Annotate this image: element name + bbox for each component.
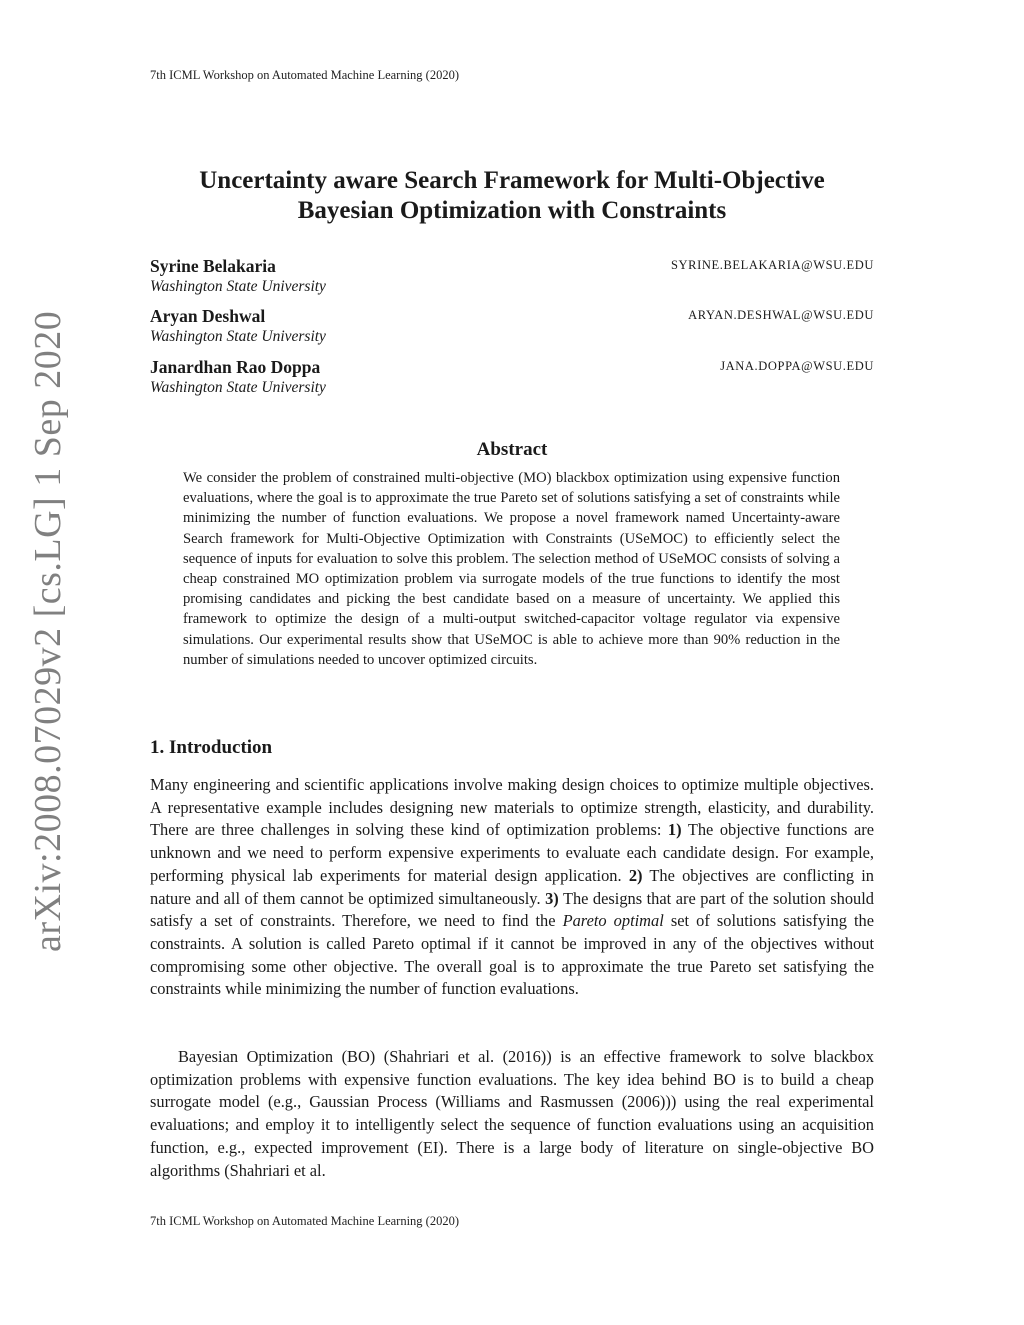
emphasis-pareto-optimal: Pareto optimal xyxy=(562,911,664,931)
challenge-marker-1: 1) xyxy=(667,820,682,840)
challenge-marker-3: 3) xyxy=(545,888,559,908)
section-heading-introduction: 1. Introduction xyxy=(150,737,273,758)
intro-paragraph-2: Bayesian Optimization (BO) (Shahriari et al. (2016)) is an effective framework to solve blackbox optimization problems with expensive function evaluations. The key idea behind BO is to build a cheap surrogate model (e.g., Gaussian Process (Williams and Rasmussen (2006))) using the real experimental evaluations; and employ it to intelligently select the sequence of function evaluations using an acquisition function, e.g., expected improvement (EI). There is a large body of literature on single-objective BO algorithms (Shahriari et al. xyxy=(150,1047,874,1180)
author-email[interactable]: JANA.DOPPA@WSU.EDU xyxy=(720,359,874,373)
author-email[interactable]: SYRINE.BELAKARIA@WSU.EDU xyxy=(671,258,874,272)
abstract-text: We consider the problem of constrained multi-objective (MO) blackbox optimization using expensive function evaluations, where the goal is to approximate the true Pareto set of solutions satisfying a set of constraints while minimizing the number of function evaluations. We propose a novel framework named Uncertainty-aware Search framework for Multi-Objective Optimization with Constraints (USeMOC) to efficiently select the sequence of inputs for evaluation to solve this problem. The selection method of USeMOC consists of solving a cheap constrained MO optimization problem via surrogate models of the true functions to identify the most promising candidates and picking the best candidate based on a measure of uncertainty. We applied this framework to optimize the design of a multi-output switched-capacitor voltage regulator via expensive simulations. Our experimental results show that USeMOC is able to achieve more than 90% reduction in the number of simulations needed to uncover optimized circuits. xyxy=(183,470,840,668)
abstract-heading: Abstract xyxy=(476,439,548,460)
text-run: The objective functions are unknown and we need to perform expensive experiments to evaluate each candidate design. For example, performing physical lab experiments for material design application. xyxy=(150,820,874,885)
author-affiliation: Washington State University xyxy=(150,379,326,396)
intro-paragraph-1 xyxy=(150,774,874,1001)
text-run: The designs that are part of the solution should satisfy a set of constraints. Therefore, we need to find the xyxy=(150,888,874,931)
title-line-2: Bayesian Optimization with Constraints xyxy=(297,197,727,224)
author-email[interactable]: ARYAN.DESHWAL@WSU.EDU xyxy=(688,308,874,322)
author-affiliation: Washington State University xyxy=(150,278,326,295)
running-footer: 7th ICML Workshop on Automated Machine Learning (2020) xyxy=(150,1214,460,1228)
paper-title xyxy=(150,166,874,226)
arxiv-stamp: arXiv:2008.07029v2 [cs.LG] 1 Sep 2020 xyxy=(27,310,69,952)
author-block-3 xyxy=(150,357,874,398)
title-line-1: Uncertainty aware Search Framework for Multi-Objective xyxy=(199,167,825,194)
author-affiliation: Washington State University xyxy=(150,328,326,345)
running-header: 7th ICML Workshop on Automated Machine Learning (2020) xyxy=(150,68,460,82)
author-name: Syrine Belakaria xyxy=(150,256,276,276)
author-name: Janardhan Rao Doppa xyxy=(150,357,321,377)
author-block-1 xyxy=(150,256,874,297)
challenge-marker-2: 2) xyxy=(628,865,643,885)
text-run: The objectives are conflicting in nature and all of them cannot be optimized simultaneously. xyxy=(150,865,874,908)
author-name: Aryan Deshwal xyxy=(150,306,266,326)
text-run: Many engineering and scientific applications involve making design choices to optimize multiple objectives. A representative example includes designing new materials to optimize strength, elasticity, and durability. There are three challenges in solving these kind of optimization problems: xyxy=(150,775,874,840)
author-block-2 xyxy=(150,306,874,347)
text-run: set of solutions satisfying the constraints. A solution is called Pareto optimal if it cannot be improved in any of the objectives without compromising some other objective. The overall goal is to approximate the true Pareto set satisfying the constraints while minimizing the number of function evaluations. xyxy=(150,911,875,999)
